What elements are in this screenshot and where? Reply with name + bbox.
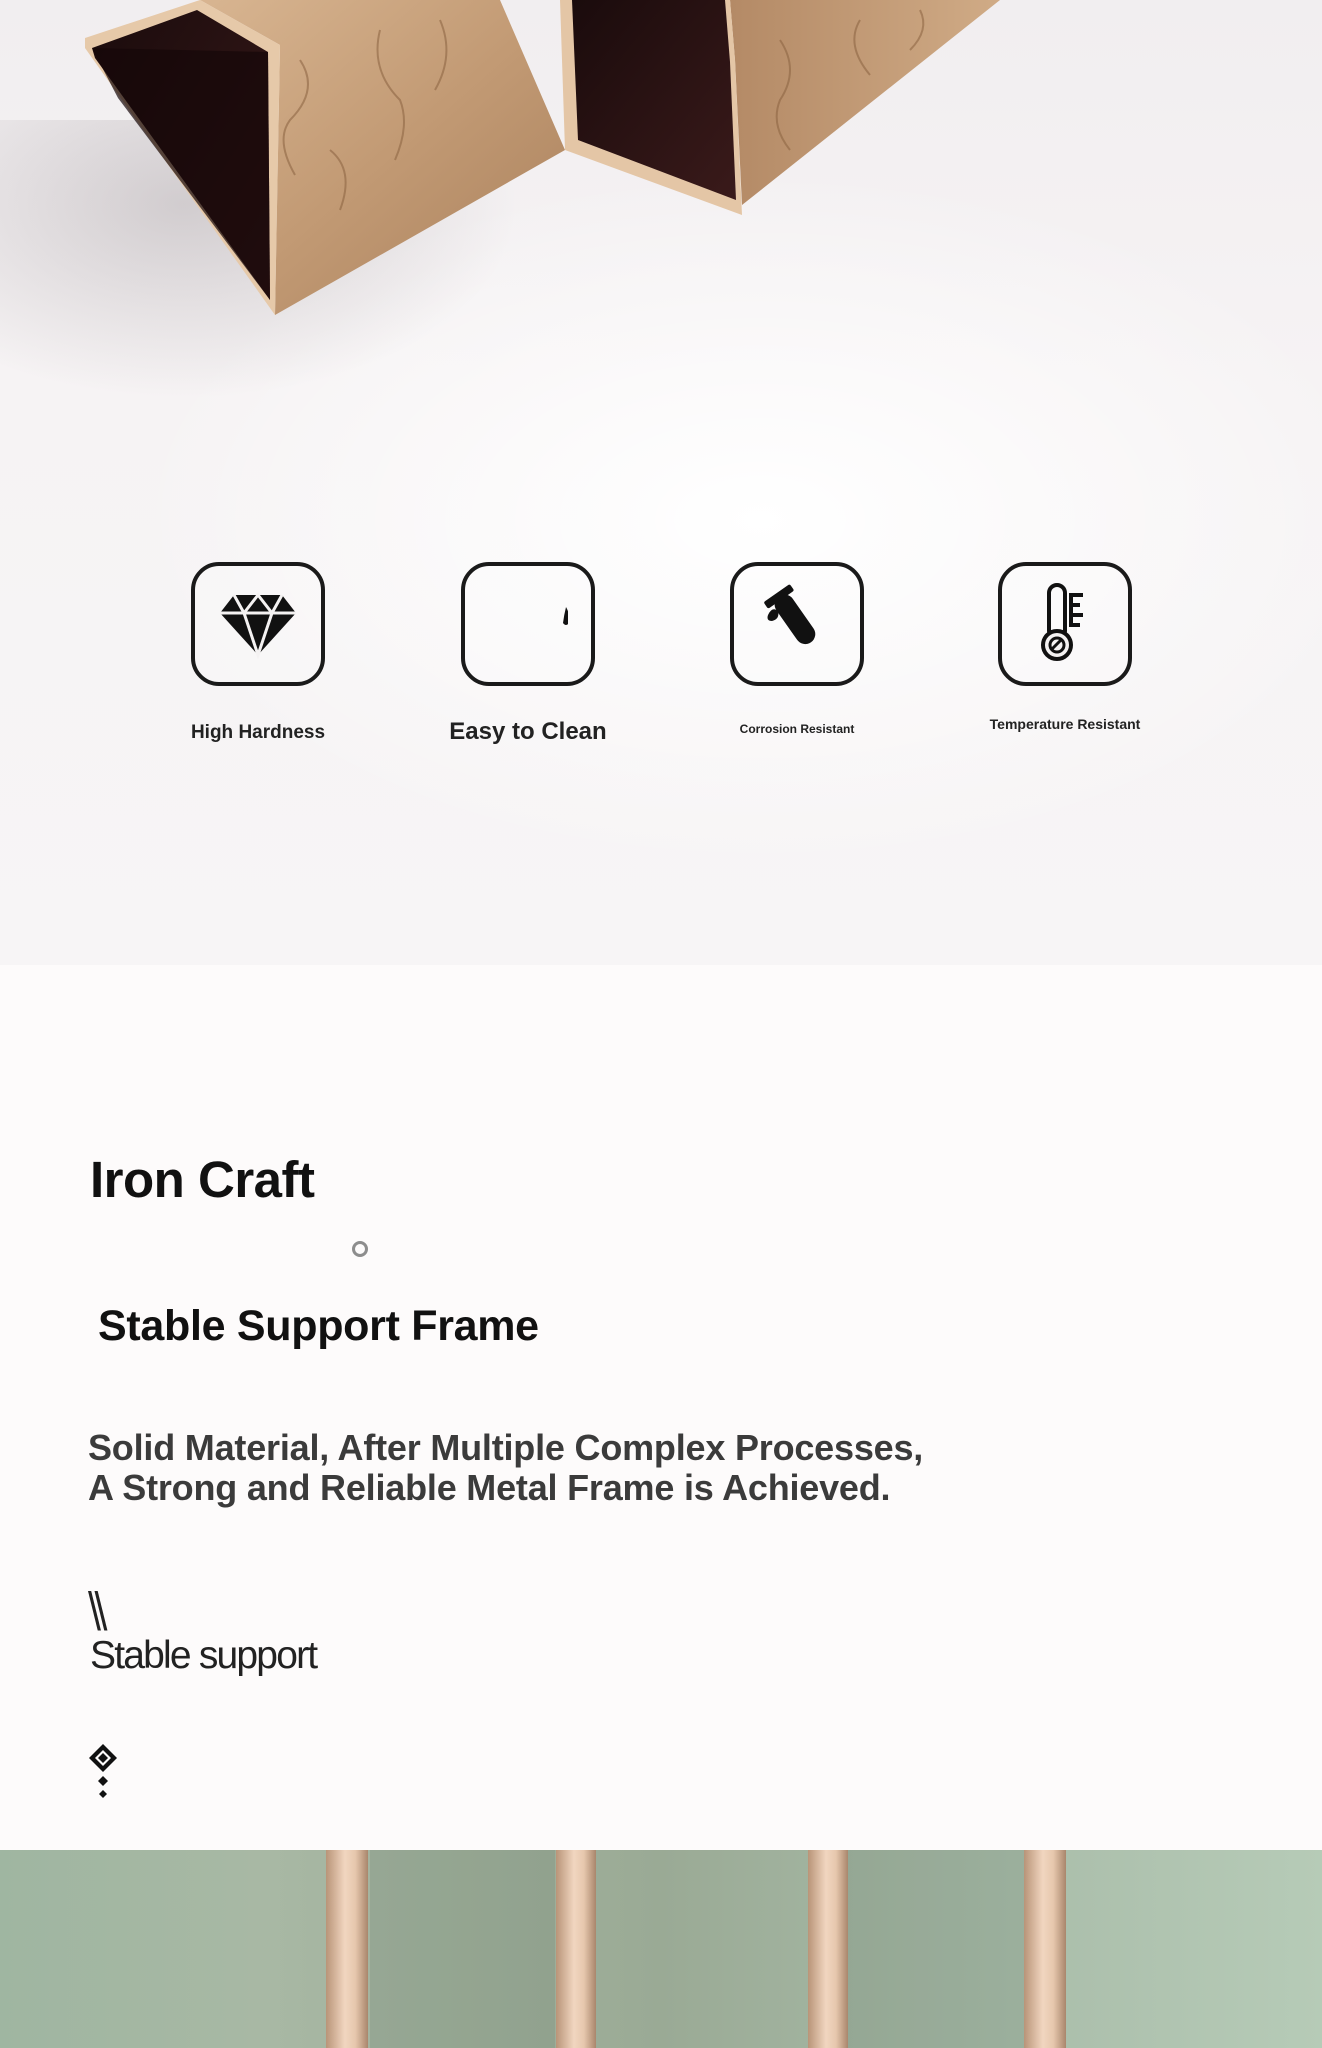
gold-frame-post — [556, 1850, 596, 2048]
gold-frame-post — [808, 1850, 848, 2048]
feature-easy-to-clean — [413, 562, 643, 746]
feature-temperature-resistant — [950, 562, 1180, 732]
section-heading: Iron Craft — [90, 1151, 315, 1208]
double-slash-decoration: \\ — [88, 1582, 102, 1638]
cabinet-frame-photo — [0, 1850, 1322, 2048]
description-line-2: A Strong and Reliable Metal Frame is Achieved. — [88, 1467, 891, 1508]
feature-label: Temperature Resistant — [989, 716, 1141, 732]
ring-dot-icon — [352, 1241, 368, 1257]
feature-icon-frame — [730, 562, 864, 686]
thermometer-icon — [1025, 579, 1105, 669]
water-drop-icon — [488, 589, 568, 659]
right-tube-side — [730, 0, 1000, 205]
section-description — [88, 1428, 923, 1508]
product-photo-tubes — [0, 0, 1322, 965]
feature-label: High Hardness — [190, 722, 326, 743]
gold-frame-post — [326, 1850, 368, 2048]
feature-icon-frame — [191, 562, 325, 686]
tagline: Stable support — [90, 1634, 317, 1677]
feature-icon-frame — [998, 562, 1132, 686]
feature-icon-frame — [461, 562, 595, 686]
feature-high-hardness — [143, 562, 373, 744]
diamond-icon — [218, 589, 298, 659]
test-tube-icon — [752, 579, 842, 669]
cabinet-panel — [370, 1850, 555, 2048]
description-line-1: Solid Material, After Multiple Complex Processes, — [88, 1427, 924, 1468]
section-subheading: Stable Support Frame — [98, 1302, 539, 1350]
diamond-ornament-icon — [88, 1744, 118, 1804]
gold-square-tubes-image — [0, 0, 1322, 340]
cabinet-panel — [848, 1850, 1028, 2048]
feature-label: Easy to Clean — [449, 718, 607, 745]
feature-corrosion-resistant — [682, 562, 912, 736]
gold-frame-post — [1024, 1850, 1066, 2048]
feature-label: Corrosion Resistant — [739, 722, 855, 736]
